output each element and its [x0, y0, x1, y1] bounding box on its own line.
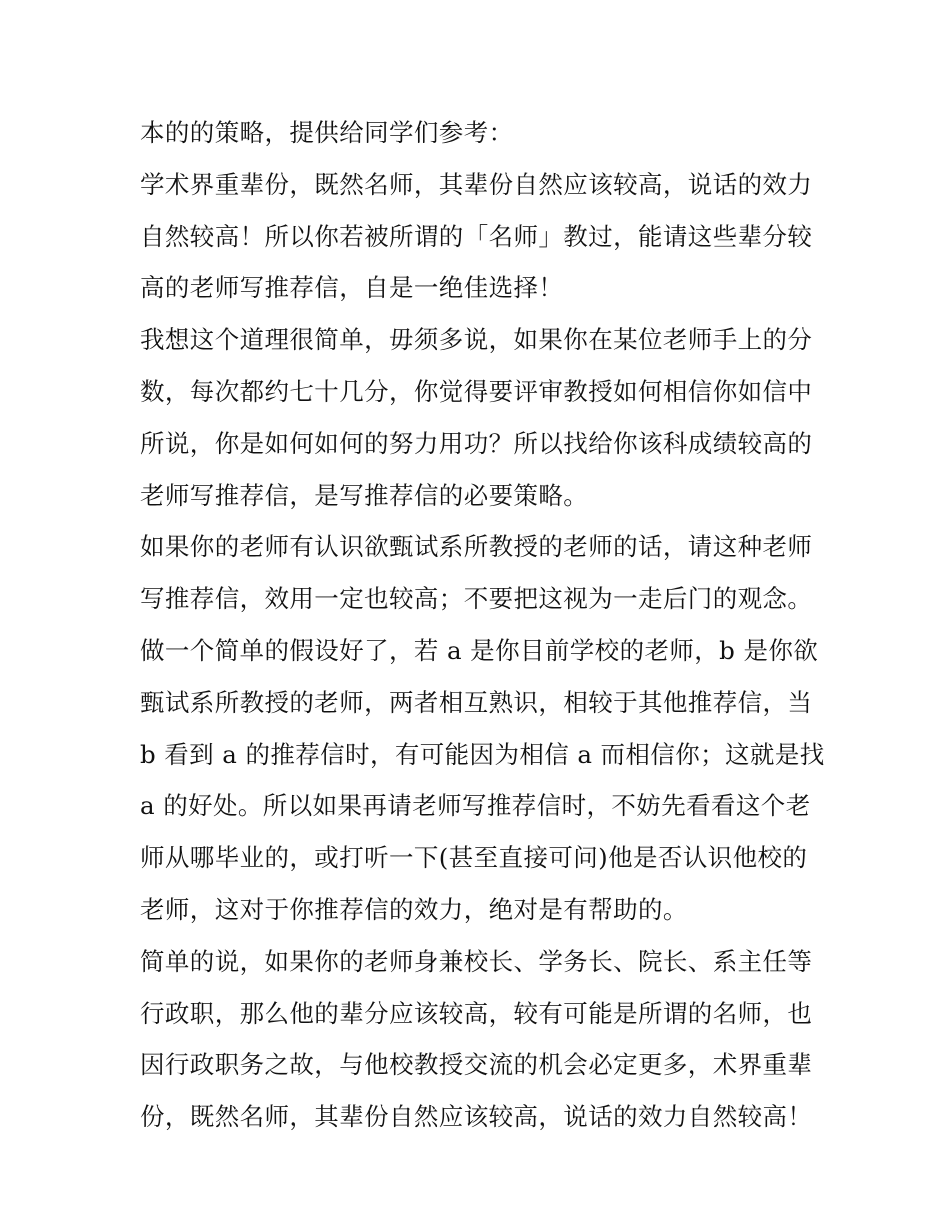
text-line: 所说，你是如何如何的努力用功？所以找给你该科成绩较高的 — [140, 428, 813, 458]
text-line: 老师写推荐信，是写推荐信的必要策略。 — [140, 480, 589, 510]
document-body — [140, 107, 830, 1143]
text-line: b 看到 a 的推荐信时，有可能因为相信 a 而相信你；这就是找 — [140, 739, 825, 769]
text-line: 师从哪毕业的，或打听一下(甚至直接可问)他是否认识他校的 — [140, 843, 808, 873]
text-line: 写推荐信，效用一定也较高；不要把这视为一走后门的观念。 — [140, 584, 813, 614]
text-line: 份，既然名师，其辈份自然应该较高，说话的效力自然较高！ — [140, 1102, 813, 1132]
text-line: 甄试系所教授的老师，两者相互熟识，相较于其他推荐信，当 — [140, 687, 813, 717]
text-line: 数，每次都约七十几分，你觉得要评审教授如何相信你如信中 — [140, 376, 813, 406]
text-line: 学术界重辈份，既然名师，其辈份自然应该较高，说话的效力 — [140, 169, 813, 199]
text-line: 自然较高！所以你若被所谓的「名师」教过，能请这些辈分较 — [140, 221, 813, 251]
text-line: 老师，这对于你推荐信的效力，绝对是有帮助的。 — [140, 894, 688, 924]
text-line: 行政职，那么他的辈分应该较高，较有可能是所谓的名师，也 — [140, 998, 813, 1028]
text-line: 我想这个道理很简单，毋须多说，如果你在某位老师手上的分 — [140, 325, 813, 355]
text-line: 本的的策略，提供给同学们参考： — [140, 118, 514, 147]
text-line: 做一个简单的假设好了，若 a 是你目前学校的老师，b 是你欲 — [140, 635, 819, 665]
text-line: a 的好处。所以如果再请老师写推荐信时，不妨先看看这个老 — [140, 791, 811, 821]
text-line: 高的老师写推荐信，自是一绝佳选择！ — [140, 273, 564, 303]
text-line: 简单的说，如果你的老师身兼校长、学务长、院长、系主任等 — [140, 946, 813, 976]
text-line: 因行政职务之故，与他校教授交流的机会必定更多，术界重辈 — [140, 1050, 813, 1080]
text-line: 如果你的老师有认识欲甄试系所教授的老师的话，请这种老师 — [140, 532, 813, 562]
